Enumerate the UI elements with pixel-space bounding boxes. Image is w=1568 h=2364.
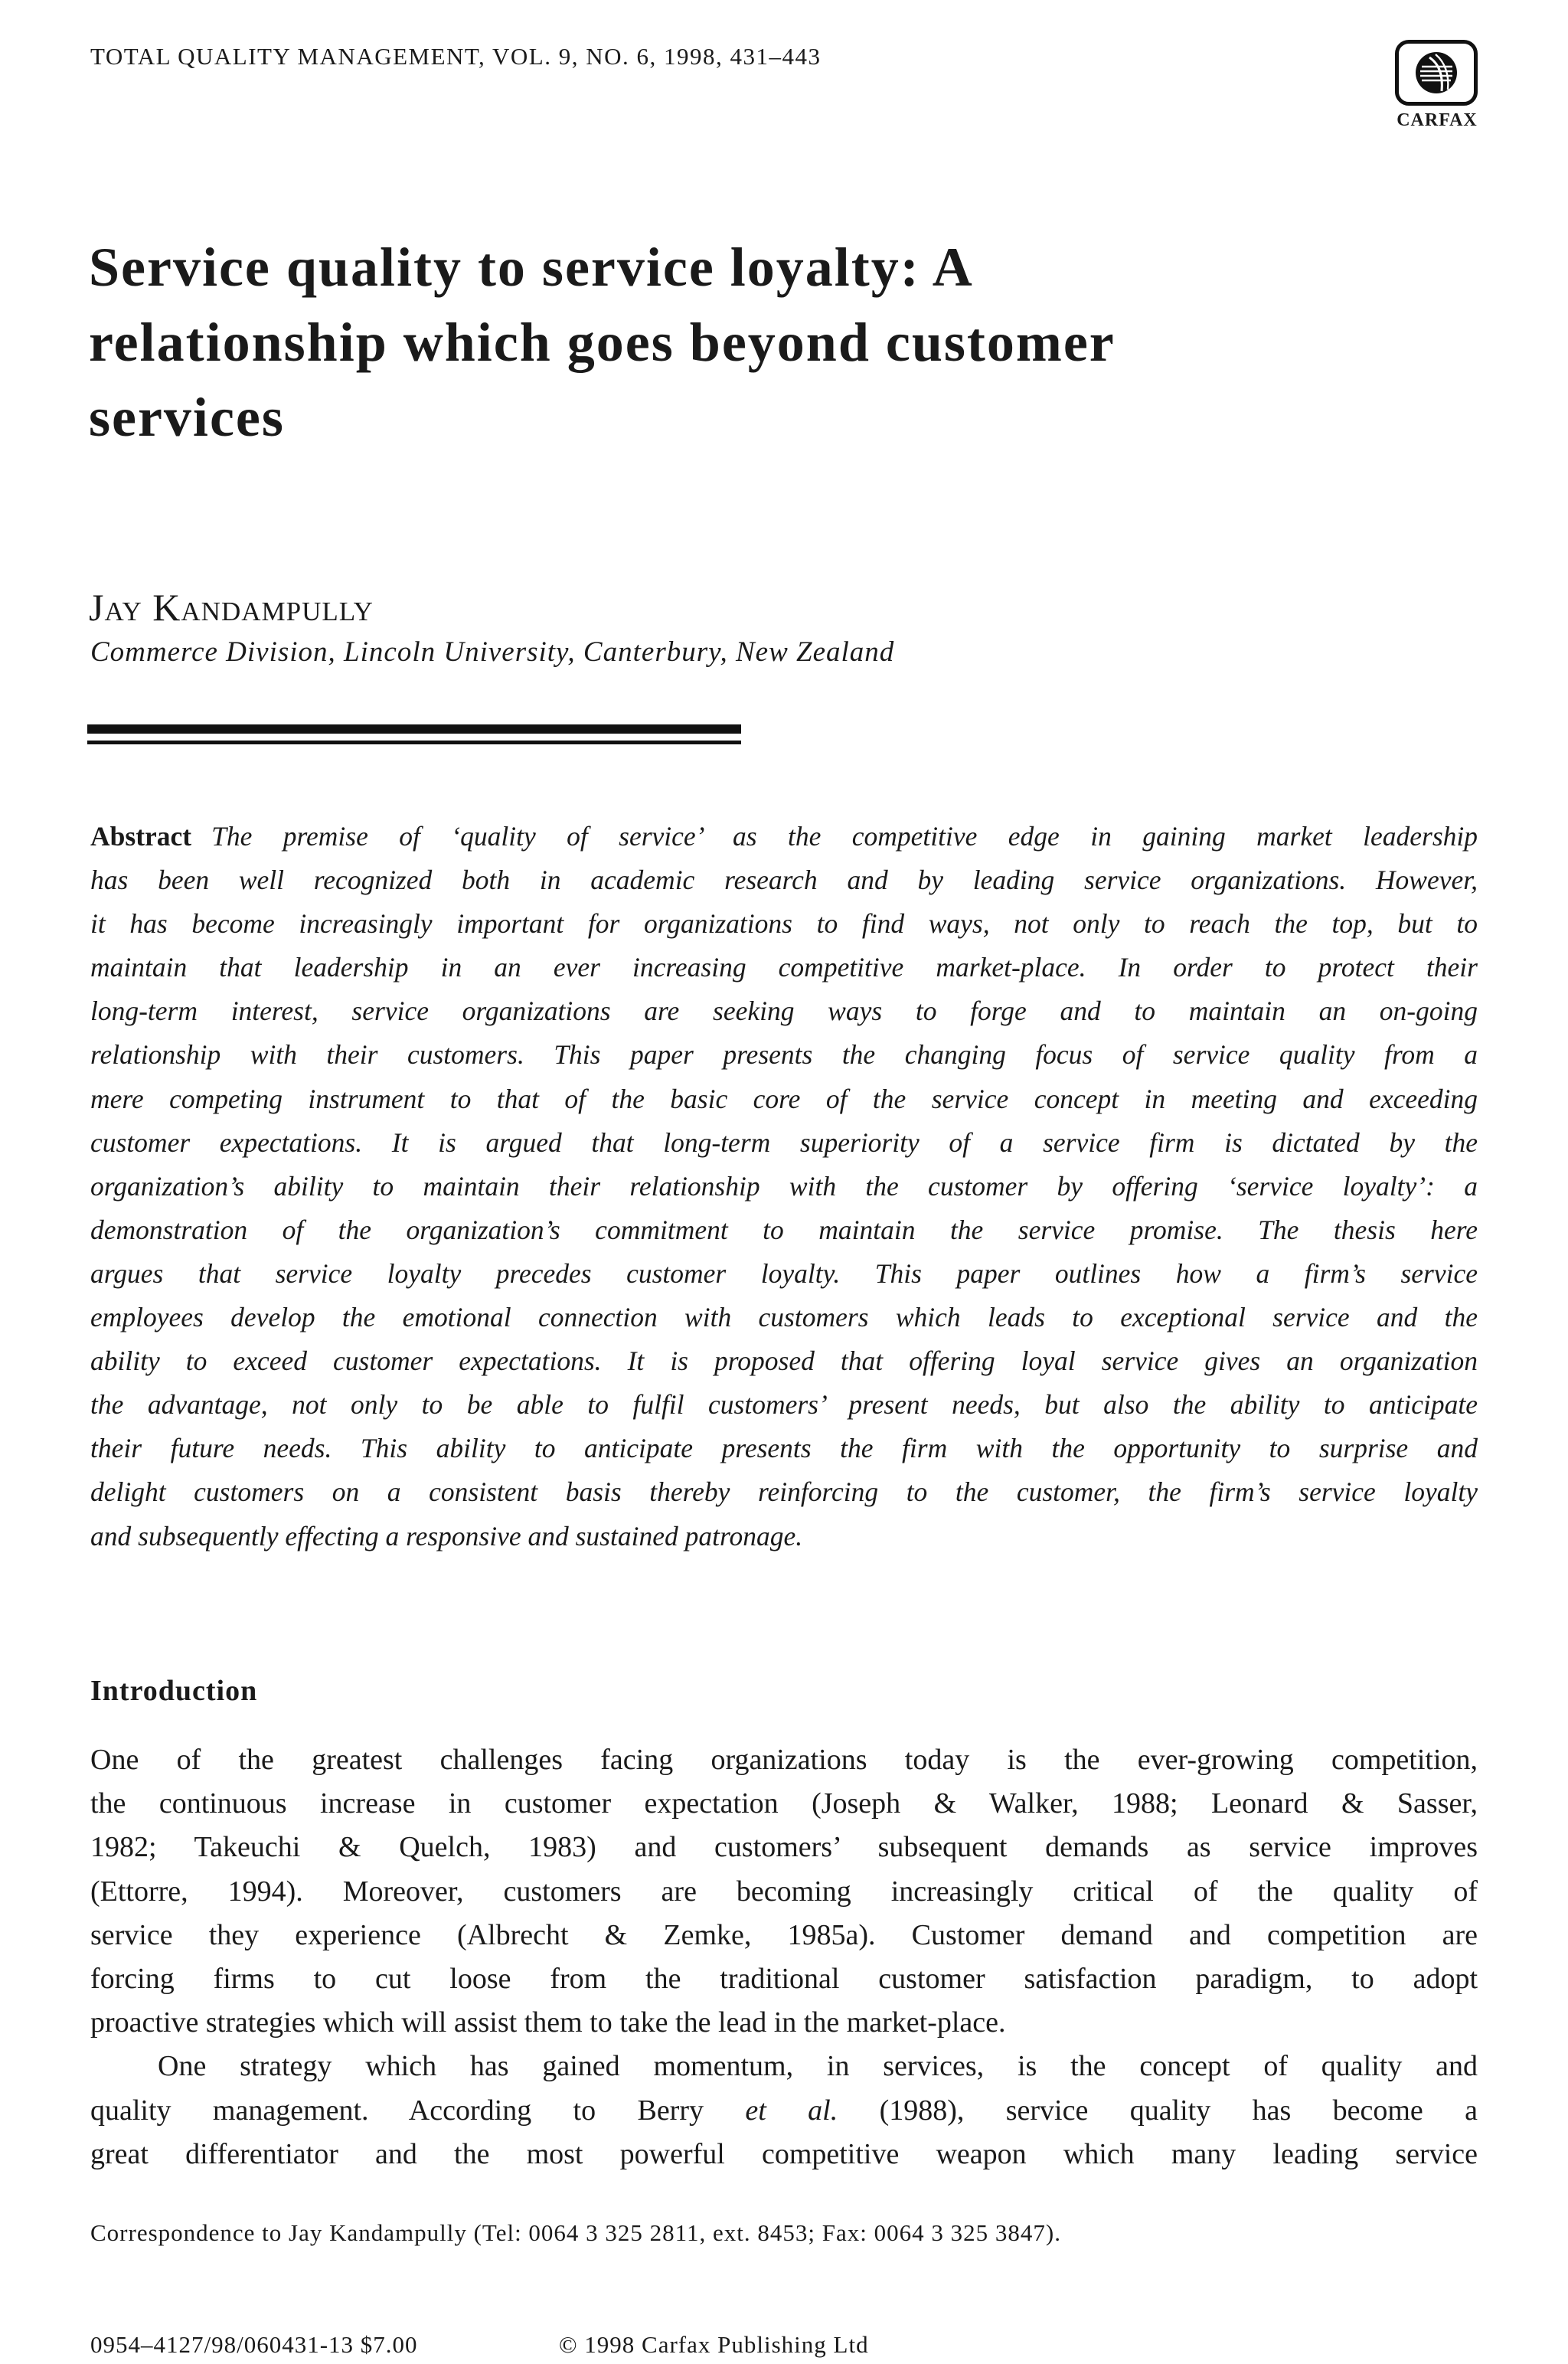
body-line: forcing firms to cut loose from the traditional customer satisfaction paradigm, to adopt [90, 1963, 1478, 1996]
abstract-line: the advantage, not only to be able to fulfil customers’ present needs, but also the ability to anticipate [90, 1389, 1478, 1421]
body-line: One of the greatest challenges facing organizations today is the ever-growing competition, [90, 1744, 1478, 1776]
abstract-line: has been well recognized both in academic research and by leading service organizations. However, [90, 865, 1478, 896]
title-divider-thick [87, 724, 741, 734]
section-heading-introduction: Introduction [90, 1675, 258, 1707]
abstract-line: customer expectations. It is argued that long-term superiority of a service firm is dictated by the [90, 1126, 1478, 1158]
body-line: One strategy which has gained momentum, in services, is the concept of quality and [158, 2050, 1478, 2083]
abstract-label: Abstract [90, 821, 192, 852]
abstract-line: demonstration of the organization’s commitment to maintain the service promise. The thesis here [90, 1214, 1478, 1245]
correspondence-footnote: Correspondence to Jay Kandampully (Tel: 0064 3 325 2811, ext. 8453; Fax: 0064 3 325 3847). [90, 2219, 1061, 2246]
body-line: (Ettorre, 1994). Moreover, customers are becoming increasingly critical of the quality of [90, 1875, 1478, 1908]
abstract-line: it has become increasingly important for organizations to find ways, not only to reach the top, but to [90, 908, 1478, 940]
citation-et-al: et al. [745, 2094, 838, 2127]
body-line: 1982; Takeuchi & Quelch, 1983) and customers’ subsequent demands as service improves [90, 1831, 1478, 1864]
abstract-line: and subsequently effecting a responsive and sustained patronage. [90, 1520, 803, 1551]
article-identifier: 0954–4127/98/060431-13 $7.00 [90, 2331, 418, 2358]
abstract-line: Abstract The premise of ‘quality of service’ as the competitive edge in gaining market leadership [90, 821, 1478, 852]
title-line: relationship which goes beyond customer [89, 312, 1116, 373]
abstract-line: argues that service loyalty precedes customer loyalty. This paper outlines how a firm’s service [90, 1257, 1478, 1289]
abstract-line: long-term interest, service organizations are seeking ways to forge and to maintain an on-going [90, 996, 1478, 1027]
abstract-line: maintain that leadership in an ever increasing competitive market-place. In order to protect their [90, 952, 1478, 983]
publisher-logo [1390, 40, 1484, 136]
article-title [89, 230, 1467, 455]
introduction-body [90, 1738, 1478, 2176]
body-line: great differentiator and the most powerful competitive weapon which many leading service [90, 2137, 1478, 2170]
abstract [90, 815, 1478, 1558]
author-name: Jay Kandampully [89, 586, 374, 629]
author-affiliation: Commerce Division, Lincoln University, Canterbury, New Zealand [90, 636, 895, 668]
abstract-line: ability to exceed customer expectations. It is proposed that offering loyal service gives an organization [90, 1345, 1478, 1377]
abstract-line: organization’s ability to maintain their relationship with the customer by offering ‘service loyalty’: a [90, 1170, 1478, 1202]
journal-citation: TOTAL QUALITY MANAGEMENT, VOL. 9, NO. 6, 1998, 431–443 [90, 43, 822, 70]
title-line: services [89, 387, 285, 448]
title-divider-thin [87, 741, 741, 744]
abstract-line: delight customers on a consistent basis thereby reinforcing to the customer, the firm’s service loyalty [90, 1476, 1478, 1508]
copyright-notice: © 1998 Carfax Publishing Ltd [559, 2331, 869, 2358]
publisher-logo-text: CARFAX [1396, 110, 1478, 130]
body-line: service they experience (Albrecht & Zemke, 1985a). Customer demand and competition are [90, 1918, 1478, 1951]
abstract-line: relationship with their customers. This paper presents the changing focus of service quality from a [90, 1039, 1478, 1071]
body-line: proactive strategies which will assist them to take the lead in the market-place. [90, 2006, 1006, 2039]
abstract-line: their future needs. This ability to anticipate presents the firm with the opportunity to surprise and [90, 1433, 1478, 1464]
body-line: the continuous increase in customer expectation (Joseph & Walker, 1988; Leonard & Sasser, [90, 1787, 1478, 1820]
abstract-line: employees develop the emotional connection with customers which leads to exceptional service and the [90, 1302, 1478, 1333]
body-line: quality management. According to Berry et al. (1988), service quality has become a [90, 2094, 1478, 2127]
carfax-logo-icon [1395, 40, 1478, 106]
abstract-line: mere competing instrument to that of the basic core of the service concept in meeting and exceeding [90, 1083, 1478, 1114]
title-line: Service quality to service loyalty: A [89, 237, 974, 298]
